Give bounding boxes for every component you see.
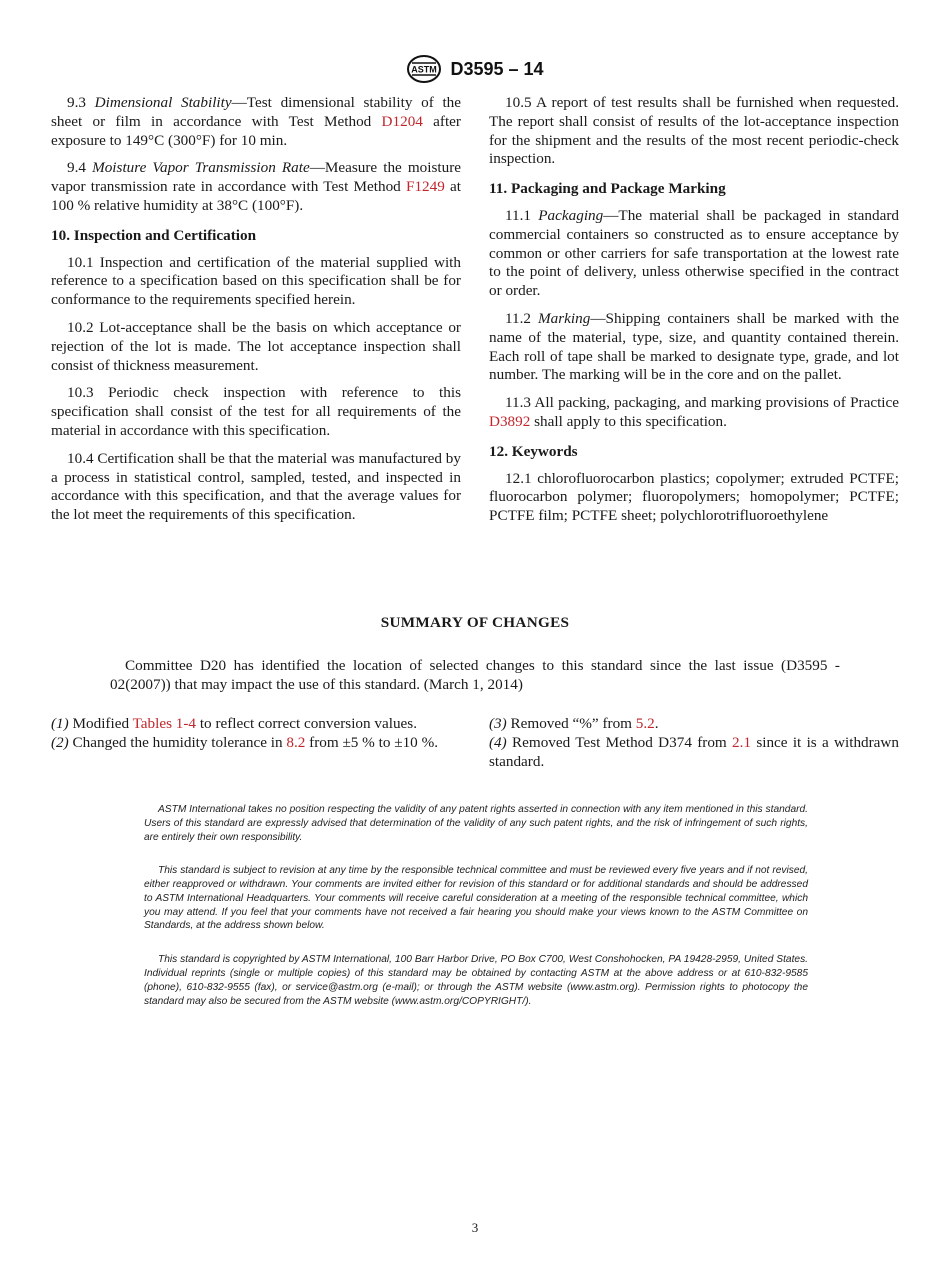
- link-f1249[interactable]: F1249: [406, 178, 445, 196]
- summary-title: SUMMARY OF CHANGES: [380, 614, 570, 631]
- link-d1204[interactable]: D1204: [381, 112, 423, 130]
- copyright-notice: This standard is copyrighted by ASTM International, 100 Barr Harbor Drive, PO Box C700, West Conshohocken, PA 19428-2959, United States. Individual reprints (single or multiple copies) of this standard may be obtained by contacting ASTM at the above address or at 610-832-9585 (phone), 610-832-9555 (fax), or service@astm.org (e-mail); or through the ASTM website (www.astm.org). Permission rights to photocopy the standard may also be secured from the ASTM website (www.astm.org/COPYRIGHT/).: [144, 954, 808, 1007]
- section-11-1: 11.1 Packaging—The material shall be packaged in standard commercial containers so constructed as to ensure acceptance by common or other carriers for safe transportation at the lowest rate to the point of delivery, unless otherwise specified in the contract or order.: [489, 206, 899, 300]
- revision-notice: This standard is subject to revision at any time by the responsible technical committee and must be reviewed every five years and if not revised, either reapproved or withdrawn. Your comments are invited either for revision of this standard or for additional standards and should be addressed to ASTM International Headquarters. Your comments will receive careful consideration at a meeting of the responsible technical committee, which you may attend. If you feel that your comments have not received a fair hearing you should make your views known to the ASTM Committee on Standards, at the address shown below.: [144, 865, 808, 932]
- section-12-1: 12.1 chlorofluorocarbon plastics; copolymer; extruded PCTFE; fluorocarbon polymer; fluoropolymers; homopolymer; PCTFE; PCTFE film; PCTFE sheet; polychlorotrifluoroethylene: [489, 469, 899, 525]
- page-number: 3: [471, 1220, 479, 1235]
- summary-intro: Committee D20 has identified the location of selected changes to this standard since the last issue (D3595 - 02(2007)) that may impact the use of this standard. (March 1, 2014): [110, 657, 840, 693]
- section-10-1: 10.1 Inspection and certification of the material supplied with reference to a specification based on this specification shall be for conformance to the requirements specified herein.: [51, 253, 461, 309]
- heading-section-10: 10. Inspection and Certification: [51, 226, 257, 244]
- section-10-2: 10.2 Lot-acceptance shall be the basis on which acceptance or rejection of the lot is made. The lot acceptance inspection shall consist of thickness measurement.: [51, 318, 461, 374]
- section-9-3: 9.3 Dimensional Stability—Test dimensional stability of the sheet or film in accordance with Test Method D1204 after exposure to 149°C (300°F) for 10 min.: [51, 94, 462, 149]
- heading-section-12: 12. Keywords: [489, 442, 578, 460]
- section-9-4: 9.4 Moisture Vapor Transmission Rate—Measure the moisture vapor transmission rate in accordance with Test Method F1249 at 100 % relative humidity at 38°C (100°F).: [51, 159, 462, 214]
- section-10-5: 10.5 A report of test results shall be furnished when requested. The report shall consist of results of the lot-acceptance inspection for the shipment and the results of the most recent periodic-check inspection.: [489, 94, 899, 168]
- section-10-4: 10.4 Certification shall be that the material was manufactured by a process in statistical control, sampled, tested, and inspected in accordance with this specification, and that the average values for the lot meet the requirements of this specification.: [51, 449, 461, 524]
- astm-logo-icon: [406, 54, 442, 84]
- section-11-3: 11.3 All packing, packaging, and marking provisions of Practice D3892 shall apply to this specification.: [489, 394, 899, 430]
- document-id: D3595 – 14: [450, 58, 544, 79]
- link-8-2[interactable]: 8.2: [286, 734, 306, 751]
- change-item: (4) Removed Test Method D374 from 2.1 since it is a withdrawn standard.: [489, 734, 899, 770]
- change-item: (1) Modified Tables 1-4 to reflect correct conversion values.: [51, 715, 417, 732]
- link-tables-1-4[interactable]: Tables 1-4: [132, 715, 197, 732]
- heading-section-11: 11. Packaging and Package Marking: [489, 180, 726, 198]
- right-column: [489, 94, 899, 535]
- change-item: (2) Changed the humidity tolerance in 8.2 from ±5 % to ±10 %.: [51, 734, 439, 751]
- link-d3892[interactable]: D3892: [489, 412, 531, 430]
- section-11-2: 11.2 Marking—Shipping containers shall be marked with the name of the material, type, size, and quantity contained therein. Each roll of tape shall be marked to designate type, grade, and lot number. The marking will be in the core and on the pallet.: [489, 309, 899, 384]
- link-5-2[interactable]: 5.2: [635, 715, 655, 732]
- change-item: (3) Removed “%” from 5.2.: [489, 715, 659, 732]
- left-column: [51, 94, 461, 534]
- section-10-3: 10.3 Periodic check inspection with reference to this specification shall consist of the test for all requirements of the material in accordance with this specification.: [51, 384, 461, 439]
- changes-right: [489, 714, 899, 771]
- changes-left: [51, 714, 461, 752]
- link-2-1[interactable]: 2.1: [732, 734, 752, 751]
- page-header: [0, 54, 950, 84]
- patent-notice: ASTM International takes no position respecting the validity of any patent rights asserted in connection with any item mentioned in this standard. Users of this standard are expressly advised that determination of the validity of any such patent rights, and the risk of infringement of such rights, are entirely their own responsibility.: [144, 804, 808, 843]
- svg-text:ASTM: ASTM: [411, 64, 438, 75]
